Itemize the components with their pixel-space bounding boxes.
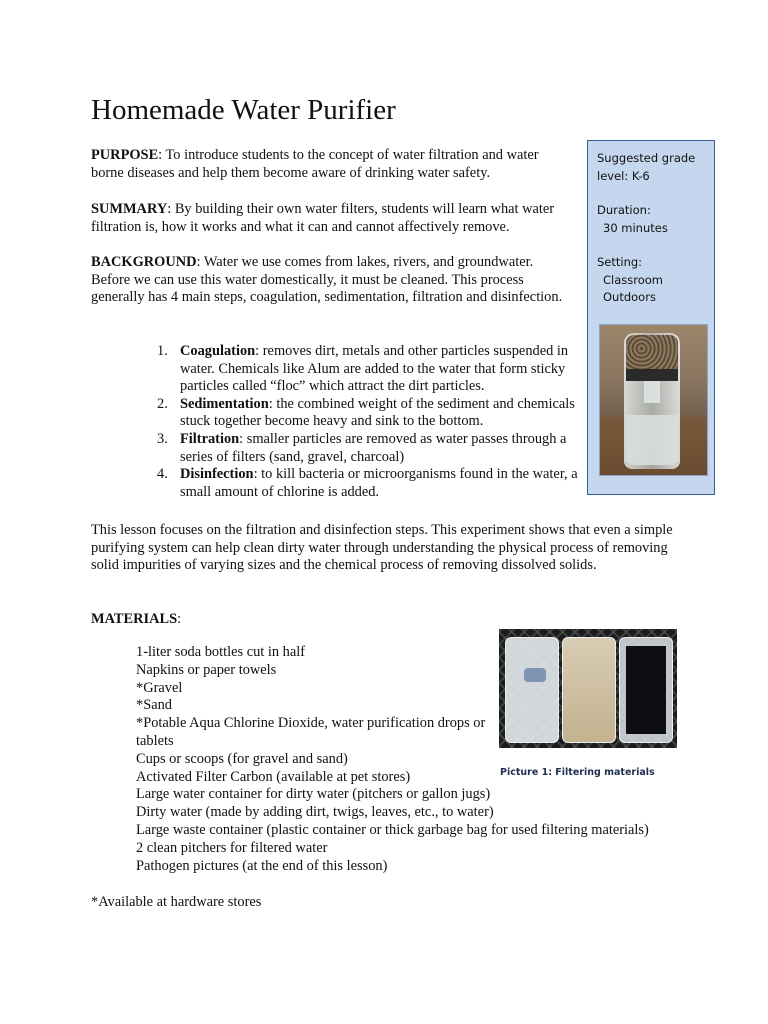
material-item: 2 clean pitchers for filtered water [136, 839, 328, 856]
picture-caption: Picture 1: Filtering materials [500, 767, 655, 778]
setting-value-classroom: Classroom [603, 272, 664, 287]
step-number: 1. [157, 343, 168, 359]
page-title: Homemade Water Purifier [91, 94, 396, 126]
background-paragraph [91, 254, 571, 307]
material-item: Napkins or paper towels [136, 661, 277, 678]
lesson-info-sidebar [587, 140, 715, 495]
material-item: Dirty water (made by adding dirt, twigs, leaves, etc., to water) [136, 804, 494, 821]
material-item: Cups or scoops (for gravel and sand) [136, 750, 348, 767]
background-text: : Water we use comes from lakes, rivers, and groundwater. Before we can use this water domestically, it must be cleaned. This process generally has 4 main steps, coagulation, sedimentation, filtration and disinfection. [91, 254, 563, 306]
material-item: *Gravel [136, 679, 183, 696]
material-item: Pathogen pictures (at the end of this lesson) [136, 857, 388, 874]
step-item [155, 466, 580, 501]
duration-label: Duration: [597, 203, 651, 217]
purpose-text: : To introduce students to the concept of water filtration and water borne diseases and help them become aware of drinking water safety. [91, 147, 539, 181]
setting-value-outdoors: Outdoors [603, 290, 656, 304]
step-text: : removes dirt, metals and other particles suspended in water. Chemicals like Alum are added to the water that form sticky particles called “floc” which attract the dirt particles. [180, 343, 569, 395]
materials-heading [91, 611, 181, 629]
step-item [155, 396, 580, 431]
setting-label: Setting: [597, 255, 643, 269]
materials-label: MATERIALS [91, 611, 178, 627]
material-item: *Sand [136, 697, 172, 714]
step-term: Coagulation [180, 343, 256, 359]
summary-paragraph [91, 201, 571, 236]
purpose-label: PURPOSE [91, 147, 159, 163]
footnote: *Available at hardware stores [91, 894, 262, 910]
step-text: : the combined weight of the sediment and chemicals stuck together become heavy and sink to the bottom. [180, 395, 575, 430]
step-item [155, 431, 580, 466]
step-text: : to kill bacteria or microorganisms found in the water, a small amount of chlorine is added. [180, 466, 578, 500]
bottle-filter-photo [599, 324, 708, 476]
step-term: Disinfection [180, 466, 254, 483]
step-item [155, 343, 580, 396]
summary-label: SUMMARY [91, 201, 168, 217]
materials-colon: : [177, 611, 182, 627]
duration-value: 30 minutes [603, 220, 668, 235]
material-item: Activated Filter Carbon (available at pet stores) [136, 768, 411, 785]
step-number: 2. [157, 395, 168, 412]
purpose-paragraph [91, 147, 571, 182]
material-item: *Potable Aqua Chlorine Dioxide, water purification drops or tablets [136, 715, 486, 749]
step-term: Filtration [180, 430, 240, 447]
lesson-focus-paragraph: This lesson focuses on the filtration and disinfection steps. This experiment shows that even a simple purifying system can help clean dirty water through understanding the physical process of removing solid impurities of varying sizes and the chemical process of removing dissolved solids. [91, 522, 673, 574]
treatment-steps-list [155, 343, 580, 501]
filtering-materials-photo [499, 629, 677, 748]
material-item: Large water container for dirty water (pitchers or gallon jugs) [136, 786, 491, 803]
background-label: BACKGROUND [91, 254, 197, 270]
material-item: 1-liter soda bottles cut in half [136, 644, 306, 660]
material-item: Large waste container (plastic container or thick garbage bag for used filtering materials) [136, 821, 649, 838]
summary-text: : By building their own water filters, students will learn what water filtration is, how it works and what it can and cannot affectively remove. [91, 201, 555, 235]
grade-label-line2: level: K-6 [597, 168, 650, 183]
step-number: 3. [157, 430, 168, 447]
step-number: 4. [157, 466, 168, 483]
step-text: : smaller particles are removed as water passes through a series of filters (sand, gravel, charcoal) [180, 430, 567, 465]
step-term: Sedimentation [180, 395, 269, 412]
grade-label-line1: Suggested grade [597, 151, 696, 165]
